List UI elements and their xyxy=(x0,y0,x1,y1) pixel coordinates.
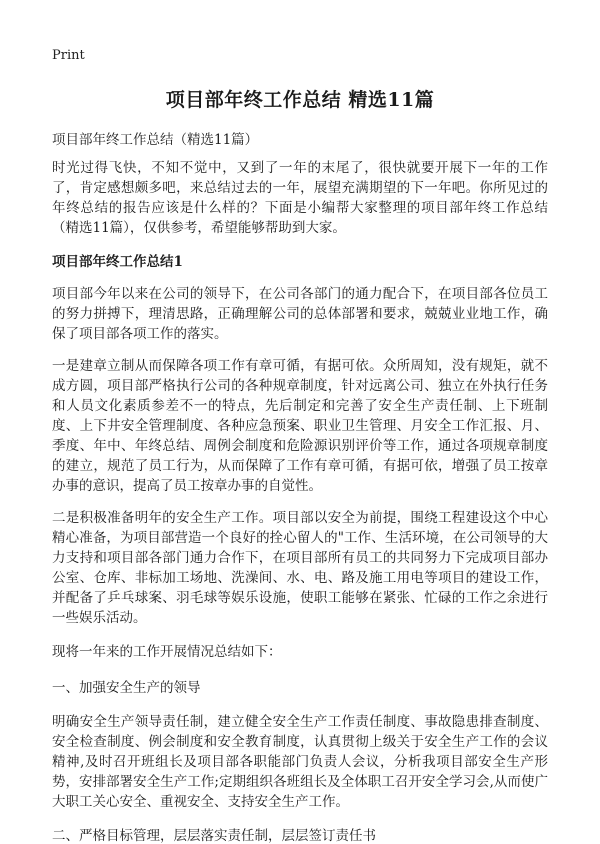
section-heading: 项目部年终工作总结1 xyxy=(52,254,183,270)
print-link[interactable]: Print xyxy=(52,48,85,63)
list-item-heading: 一、加强安全生产的领导 xyxy=(52,680,201,696)
body-paragraph: 二是积极准备明年的安全生产工作。项目部以安全为前提，围绕工程建设这个中心精心准备，为项目部营造一个良好的拴心留人的"工作、生活环境，在公司领导的大力支持和项目部各部门通力合作下，在项目部所有员工的共同努力下完成项目部办公室、仓库、非标加工场地、洗澡间、水、电、路及施工用电等项目的建设工作，并配备了乒乓球案、羽毛球等娱乐设施，使职工能够在紧张、忙碌的工作之余进行一些娱乐活动。 xyxy=(52,510,548,626)
document-title: 项目部年终工作总结 精选11篇 xyxy=(165,89,435,111)
list-item-heading: 二、严格目标管理，层层落实责任制，层层签订责任书 xyxy=(52,828,376,844)
body-paragraph: 明确安全生产领导责任制，建立健全安全生产工作责任制度、事故隐患排查制度、安全检查制度、例会制度和安全教育制度，认真贯彻上级关于安全生产工作的会议精神,及时召开班组长及项目部各职能部门负责人会议，分析我项目部安全生产形势，安排部署安全生产工作;定期组织各班组长及全体职工召开安全学习会,从而使广大职工关心安全、重视安全、支持安全生产工作。 xyxy=(52,714,548,810)
body-paragraph: 项目部今年以来在公司的领导下，在公司各部门的通力配合下，在项目部各位员工的努力拼搏下，理清思路，正确理解公司的总体部署和要求，兢兢业业地工作，确保了项目部各项工作的落实。 xyxy=(52,286,548,342)
body-paragraph: 一是建章立制从而保障各项工作有章可循，有据可依。众所周知，没有规矩，就不成方圆，项目部严格执行公司的各种规章制度，针对远离公司、独立在外执行任务和人员文化素质参差不一的特点，先后制定和完善了安全生产责任制、上下班制度、上下井安全管理制度、各种应急预案、职业卫生管理、月安全工作汇报、月、季度、年中、年终总结、周例会制度和危险源识别评价等工作，通过各项规章制度的建立，规范了员工行为，从而保障了工作有章可循，有据可依，增强了员工按章办事的意识，提高了员工按章办事的自觉性。 xyxy=(52,358,548,494)
intro-paragraph: 时光过得飞快，不知不觉中，又到了一年的末尾了，很快就要开展下一年的工作了，肯定感想颇多吧，来总结过去的一年，展望充满期望的下一年吧。你所见过的年终总结的报告应该是什么样的？下面是小编帮大家整理的项目部年终工作总结（精选11篇），仅供参考，希望能够帮助到大家。 xyxy=(52,160,548,236)
document-subtitle: 项目部年终工作总结（精选11篇） xyxy=(52,132,259,148)
summary-lead: 现将一年来的工作开展情况总结如下： xyxy=(52,644,282,660)
